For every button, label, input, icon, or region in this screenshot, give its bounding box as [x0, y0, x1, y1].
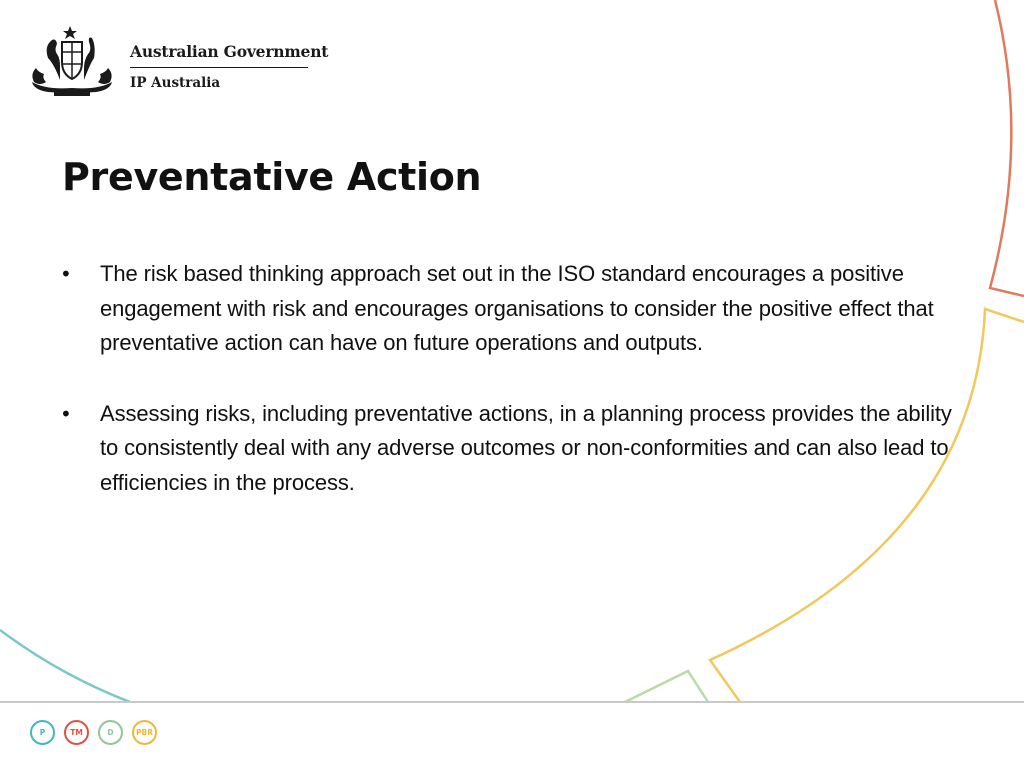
ip-rights-icons — [30, 720, 157, 750]
bullet-text: Assessing risks, including preventative actions, in a planning process provides the ability to consistently deal with any adverse outcomes or non-conformities and can also lead to efficiencies in the process. — [100, 400, 952, 495]
bullet-text: The risk based thinking approach set out in the ISO standard encourages a positive engagement with risk and encourages organisations to consider the positive effect that preventative action can have on future operations and outputs. — [100, 261, 934, 355]
footer-divider — [0, 701, 1024, 703]
patents-icon: P — [30, 720, 55, 745]
trade-marks-icon: TM — [64, 720, 89, 745]
agency-name: IP Australia — [130, 75, 221, 91]
bullet-item — [60, 397, 960, 501]
bullet-list — [60, 257, 960, 536]
government-name: Australian Government — [130, 42, 329, 61]
orange-arc — [990, 0, 1024, 296]
coat-of-arms-icon — [26, 24, 126, 98]
slide-title: Preventative Action — [62, 155, 482, 199]
australian-government-logo — [26, 24, 329, 98]
plant-breeders-rights-icon: PBR — [132, 720, 157, 745]
logo-divider — [130, 67, 308, 68]
bullet-item — [60, 257, 960, 361]
bullet-marker: • — [60, 262, 72, 286]
bullet-marker: • — [60, 401, 72, 426]
designs-icon: D — [98, 720, 123, 745]
green-arc — [625, 671, 708, 702]
teal-arc — [0, 630, 130, 702]
